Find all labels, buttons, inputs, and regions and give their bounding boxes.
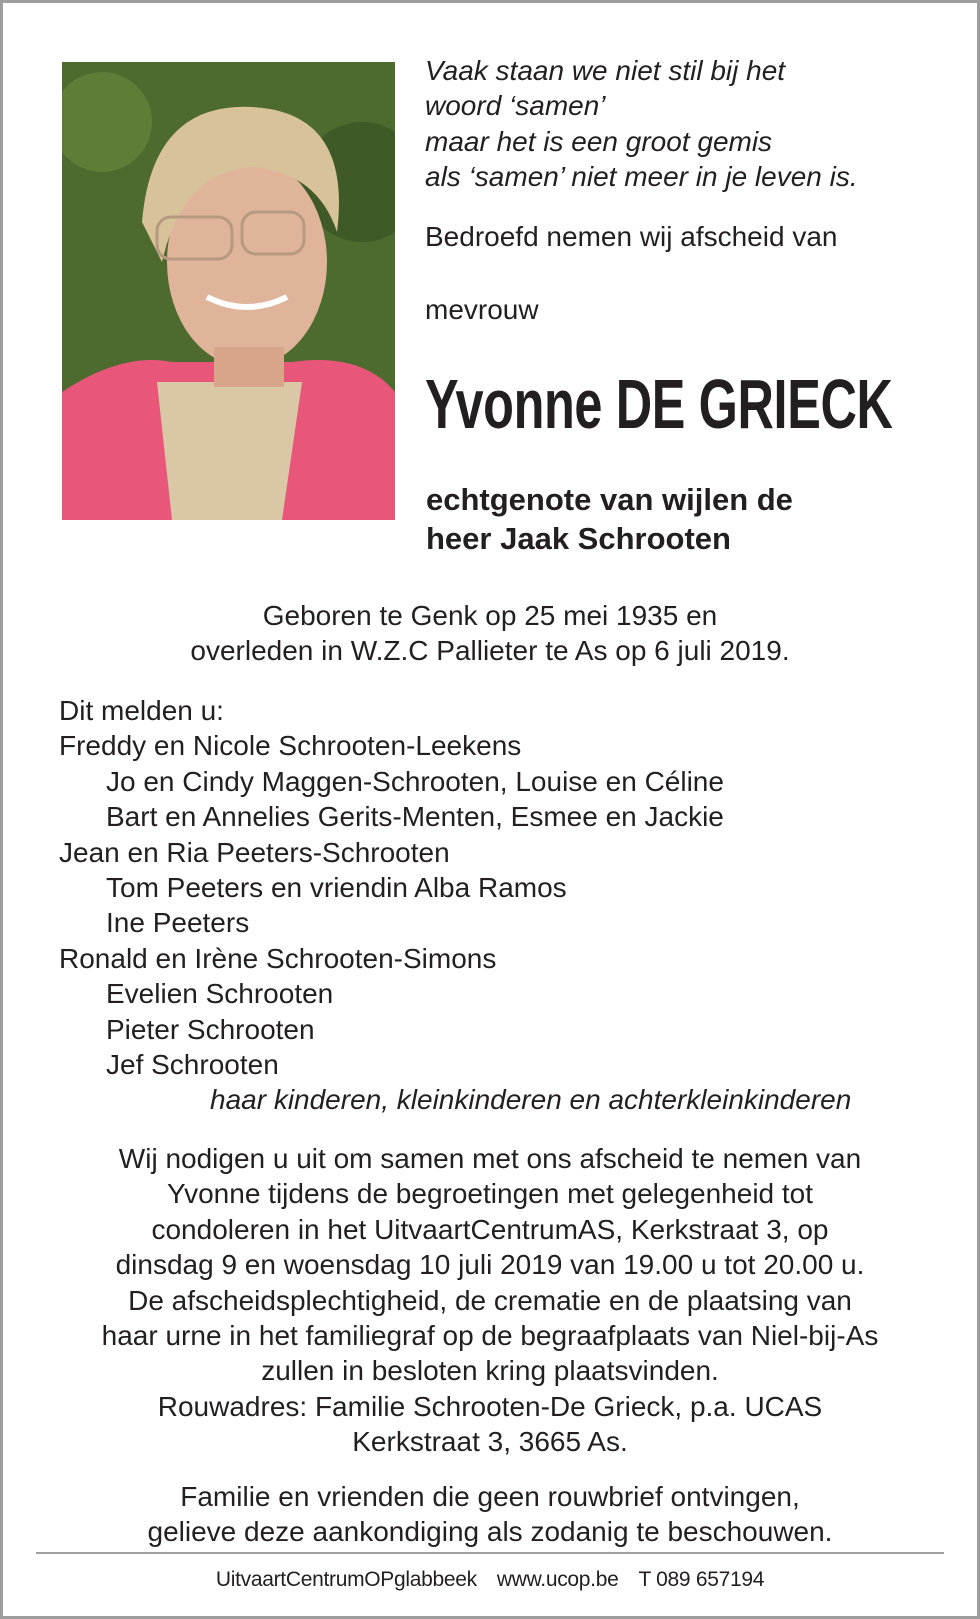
poem-line: Vaak staan we niet stil bij het (425, 55, 786, 86)
family-member-line: Jef Schrooten (106, 1049, 279, 1081)
family-list (59, 693, 851, 1118)
poem-line: als ‘samen’ niet meer in je leven is. (425, 161, 858, 193)
family-member-line: Tom Peeters en vriendin Alba Ramos (106, 872, 567, 904)
intro-text: Bedroefd nemen wij afscheid van (425, 221, 838, 252)
invitation (0, 1141, 980, 1460)
footer-company: UitvaartCentrumOPglabbeek (215, 1568, 477, 1591)
family-member-line: Evelien Schrooten (106, 978, 334, 1010)
invitation-line: zullen in besloten kring plaatsvinden. (261, 1355, 719, 1387)
portrait-photo (62, 62, 395, 520)
invitation-line: Rouwadres: Familie Schrooten-De Grieck, p.a. UCAS (157, 1390, 823, 1422)
invitation-line: De afscheidsplechtigheid, de crematie en de plaatsing van (128, 1284, 852, 1316)
notice-line: Familie en vrienden die geen rouwbrief ontvingen, (180, 1481, 800, 1512)
family-header: Dit melden u: (59, 695, 224, 726)
family-member-line: Jean en Ria Peeters-Schrooten (59, 836, 450, 868)
born-line: Geboren te Genk op 25 mei 1935 en (262, 600, 718, 631)
footer-phone: T 089 657194 (638, 1568, 765, 1591)
poem-line: woord ‘samen’ (425, 90, 606, 122)
family-member-line: Bart en Annelies Gerits-Menten, Esmee en Jackie (106, 801, 724, 833)
family-member-line: Pieter Schrooten (106, 1013, 315, 1045)
invitation-line: Kerkstraat 3, 3665 As. (352, 1426, 628, 1458)
salutation: mevrouw (425, 294, 539, 325)
footer-website[interactable]: www.ucop.be (496, 1568, 619, 1591)
invitation-line: haar urne in het familiegraf op de begraafplaats van Niel-bij-As (101, 1320, 879, 1352)
deceased-name: Yvonne DE GRIECK (425, 365, 893, 443)
divider (36, 1552, 944, 1554)
spouse-line: heer Jaak Schrooten (426, 521, 731, 556)
invitation-line: condoleren in het UitvaartCentrumAS, Kerkstraat 3, op (151, 1213, 829, 1245)
invitation-line: Wij nodigen u uit om samen met ons afscheid te nemen van (118, 1143, 862, 1174)
family-relation: haar kinderen, kleinkinderen en achterkleinkinderen (210, 1084, 852, 1116)
notice (0, 1479, 980, 1550)
poem (425, 53, 858, 195)
poem-line: maar het is een groot gemis (425, 125, 773, 157)
invitation-line: dinsdag 9 en woensdag 10 juli 2019 van 19.00 u tot 20.00 u. (115, 1249, 865, 1281)
family-member-line: Ronald en Irène Schrooten-Simons (59, 942, 497, 974)
spouse-text (426, 480, 793, 558)
spouse-line: echtgenote van wijlen de (426, 482, 793, 517)
family-member-line: Freddy en Nicole Schrooten-Leekens (59, 730, 522, 762)
footer (0, 1566, 980, 1594)
family-member-line: Ine Peeters (106, 907, 250, 939)
invitation-line: Yvonne tijdens de begroetingen met gelegenheid tot (166, 1178, 814, 1210)
birth-death-info (0, 598, 980, 669)
notice-line: gelieve deze aankondiging als zodanig te beschouwen. (147, 1516, 833, 1548)
born-line: overleden in W.Z.C Pallieter te As op 6 juli 2019. (190, 635, 790, 667)
family-member-line: Jo en Cindy Maggen-Schrooten, Louise en Céline (106, 765, 724, 797)
